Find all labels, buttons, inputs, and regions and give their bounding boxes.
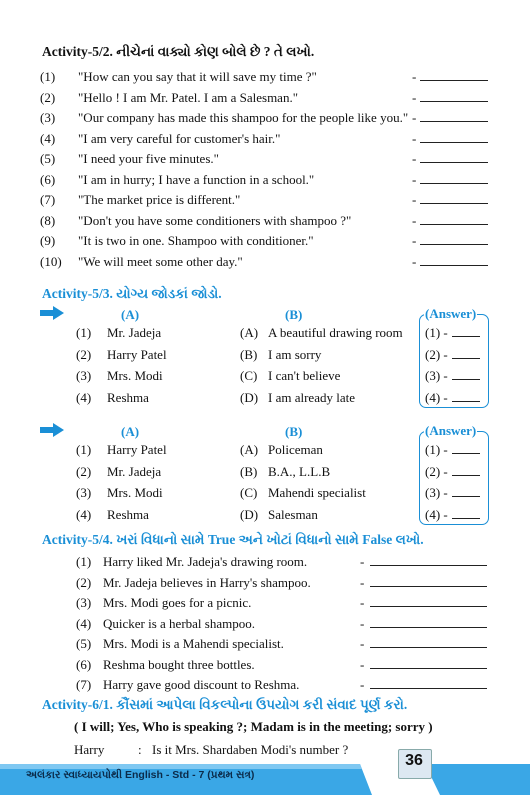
match-a-number: (4) [76,389,92,405]
match-b-text: A beautiful drawing room [268,325,403,340]
match-a-text: Mrs. Modi [107,485,163,500]
answer-line [452,336,480,337]
statement-text: Harry gave good discount to Reshma. [103,677,300,692]
match-a-text: Mr. Jadeja [107,463,162,479]
activity-5-3-title: Activity-5/3. યોગ્ય જોડકાં જોડો. [42,286,222,301]
answer-line [420,142,488,143]
answer-line [452,379,480,380]
item-number: (8) [40,212,56,228]
set1-answer-label: (Answer) [425,306,477,321]
answer-line [370,606,487,607]
dash: - [412,233,417,248]
dash: - [360,636,365,651]
dash: - [412,89,417,105]
footer-text: અલંકાર સ્વાધ્યાયપોથી English - Std - 7 (પ્રથમ સત્ર) [26,769,255,781]
activity-5-4-title: Activity-5/4. ખરાં વિધાનો સામે True અને ખોટાં વિધાનો સામે False લખો. [42,532,424,547]
match-b-text: B.A., L.L.B [268,463,331,479]
quote-text: "Hello ! I am Mr. Patel. I am a Salesman." [78,89,299,105]
match-b-letter: (B) [240,463,258,479]
match-a-number: (2) [76,463,92,479]
dash: - [412,151,417,166]
answer-line [420,162,488,163]
quote-text: "I am very careful for customer's hair." [78,130,281,146]
quote-text: "How can you say that it will save my time ?" [78,69,317,84]
quote-text: "I need your five minutes." [78,151,219,166]
answer-slot-label: (4) - [425,506,448,522]
match-a-number: (1) [76,442,92,457]
item-number: (4) [40,130,56,146]
answer-slot-label: (1) - [425,325,448,340]
match-b-letter: (B) [240,346,258,362]
item-number: (5) [40,151,56,166]
dash: - [412,192,417,207]
item-number: (9) [40,233,56,248]
dash: - [360,615,365,631]
answer-line [420,80,488,81]
item-number: (3) [76,595,92,610]
statement-text: Mrs. Modi is a Mahendi specialist. [103,636,284,651]
match-b-text: Salesman [268,506,318,522]
answer-slot-label: (3) - [425,485,448,500]
answer-line [452,401,480,402]
match-a-text: Mr. Jadeja [107,325,162,340]
answer-slot-label: (2) - [425,346,448,362]
answer-line [420,121,488,122]
set2-answer-label: (Answer) [425,423,477,438]
answer-line [420,183,488,184]
dash: - [412,212,417,228]
match-a-text: Harry Patel [107,346,167,362]
statement-text: Mr. Jadeja believes in Harry's shampoo. [103,574,311,590]
answer-line [420,224,488,225]
match-a-text: Reshma [107,506,149,522]
match-b-letter: (D) [240,389,259,405]
item-number: (1) [40,69,56,84]
match-b-letter: (D) [240,506,259,522]
quote-text: "We will meet some other day." [78,253,243,269]
match-b-text: I am sorry [268,346,322,362]
match-b-text: I am already late [268,389,355,405]
item-number: (6) [40,171,56,187]
item-number: (7) [76,677,92,692]
match-a-text: Reshma [107,389,149,405]
item-number: (2) [76,574,92,590]
statement-text: Reshma bought three bottles. [103,656,255,672]
answer-line [370,647,487,648]
match-b-letter: (C) [240,485,258,500]
answer-line [420,203,488,204]
match-b-text: I can't believe [268,368,341,383]
quote-text: "It is two in one. Shampoo with conditioner." [78,233,314,248]
answer-line [452,453,480,454]
statement-text: Quicker is a herbal shampoo. [103,615,255,631]
dash: - [360,595,365,610]
dash: - [412,171,417,187]
dash: - [412,110,417,125]
dash: - [360,554,365,569]
answer-line [420,101,488,102]
answer-line [452,475,480,476]
match-a-number: (1) [76,325,92,340]
dash: - [360,574,365,590]
dash: - [360,677,365,692]
activity-6-1-title: Activity-6/1. કૌંસમાં આપેલા વિકલ્પોના ઉપયોગ કરી સંવાદ પૂર્ણ કરો. [42,697,408,712]
match-b-letter: (A) [240,325,259,340]
quote-text: "Don't you have some conditioners with shampoo ?" [78,212,352,228]
match-a-text: Mrs. Modi [107,368,163,383]
match-a-number: (2) [76,346,92,362]
arrow-right-icon [40,306,64,320]
answer-line [452,496,480,497]
answer-line [452,358,480,359]
answer-line [370,668,487,669]
answer-line [370,586,487,587]
answer-line [420,244,488,245]
item-number: (1) [76,554,92,569]
match-b-letter: (C) [240,368,258,383]
dash: - [360,656,365,672]
answer-slot-label: (3) - [425,368,448,383]
dash: - [412,253,417,269]
answer-line [370,565,487,566]
item-number: (7) [40,192,56,207]
answer-line [370,688,487,689]
item-number: (6) [76,656,92,672]
match-a-number: (3) [76,368,92,383]
item-number: (10) [40,253,62,269]
set1-column-b-header: (B) [285,307,303,322]
match-b-letter: (A) [240,442,259,457]
answer-line [420,265,488,266]
set2-column-b-header: (B) [285,424,303,439]
statement-text: Mrs. Modi goes for a picnic. [103,595,252,610]
match-a-number: (4) [76,506,92,522]
item-number: (3) [40,110,56,125]
arrow-right-icon [40,423,64,437]
activity-5-2-title: Activity-5/2. નીચેનાં વાક્યો કોણ બોલે છે ? તે લખો. [42,44,315,59]
quote-text: "I am in hurry; I have a function in a school." [78,171,315,187]
dash: - [412,69,417,84]
answer-line [370,627,487,628]
match-a-number: (3) [76,485,92,500]
match-b-text: Policeman [268,442,323,457]
item-number: (2) [40,89,56,105]
set1-column-a-header: (A) [121,307,140,322]
answer-slot-label: (1) - [425,442,448,457]
item-number: (4) [76,615,92,631]
answer-slot-label: (2) - [425,463,448,479]
answer-slot-label: (4) - [425,389,448,405]
answer-line [452,518,480,519]
dialogue-options: ( I will; Yes, Who is speaking ?; Madam is in the meeting; sorry ) [74,719,433,734]
dialogue-line: Is it Mrs. Shardaben Modi's number ? [152,742,349,757]
set2-column-a-header: (A) [121,424,140,439]
page-number: 36 [405,752,423,769]
quote-text: "The market price is different." [78,192,241,207]
item-number: (5) [76,636,92,651]
match-a-text: Harry Patel [107,442,167,457]
dialogue-speaker: Harry [74,742,105,757]
match-b-text: Mahendi specialist [268,485,366,500]
quote-text: "Our company has made this shampoo for the people like you." [78,110,409,125]
dialogue-colon: : [138,742,142,757]
statement-text: Harry liked Mr. Jadeja's drawing room. [103,554,308,569]
dash: - [412,130,417,146]
